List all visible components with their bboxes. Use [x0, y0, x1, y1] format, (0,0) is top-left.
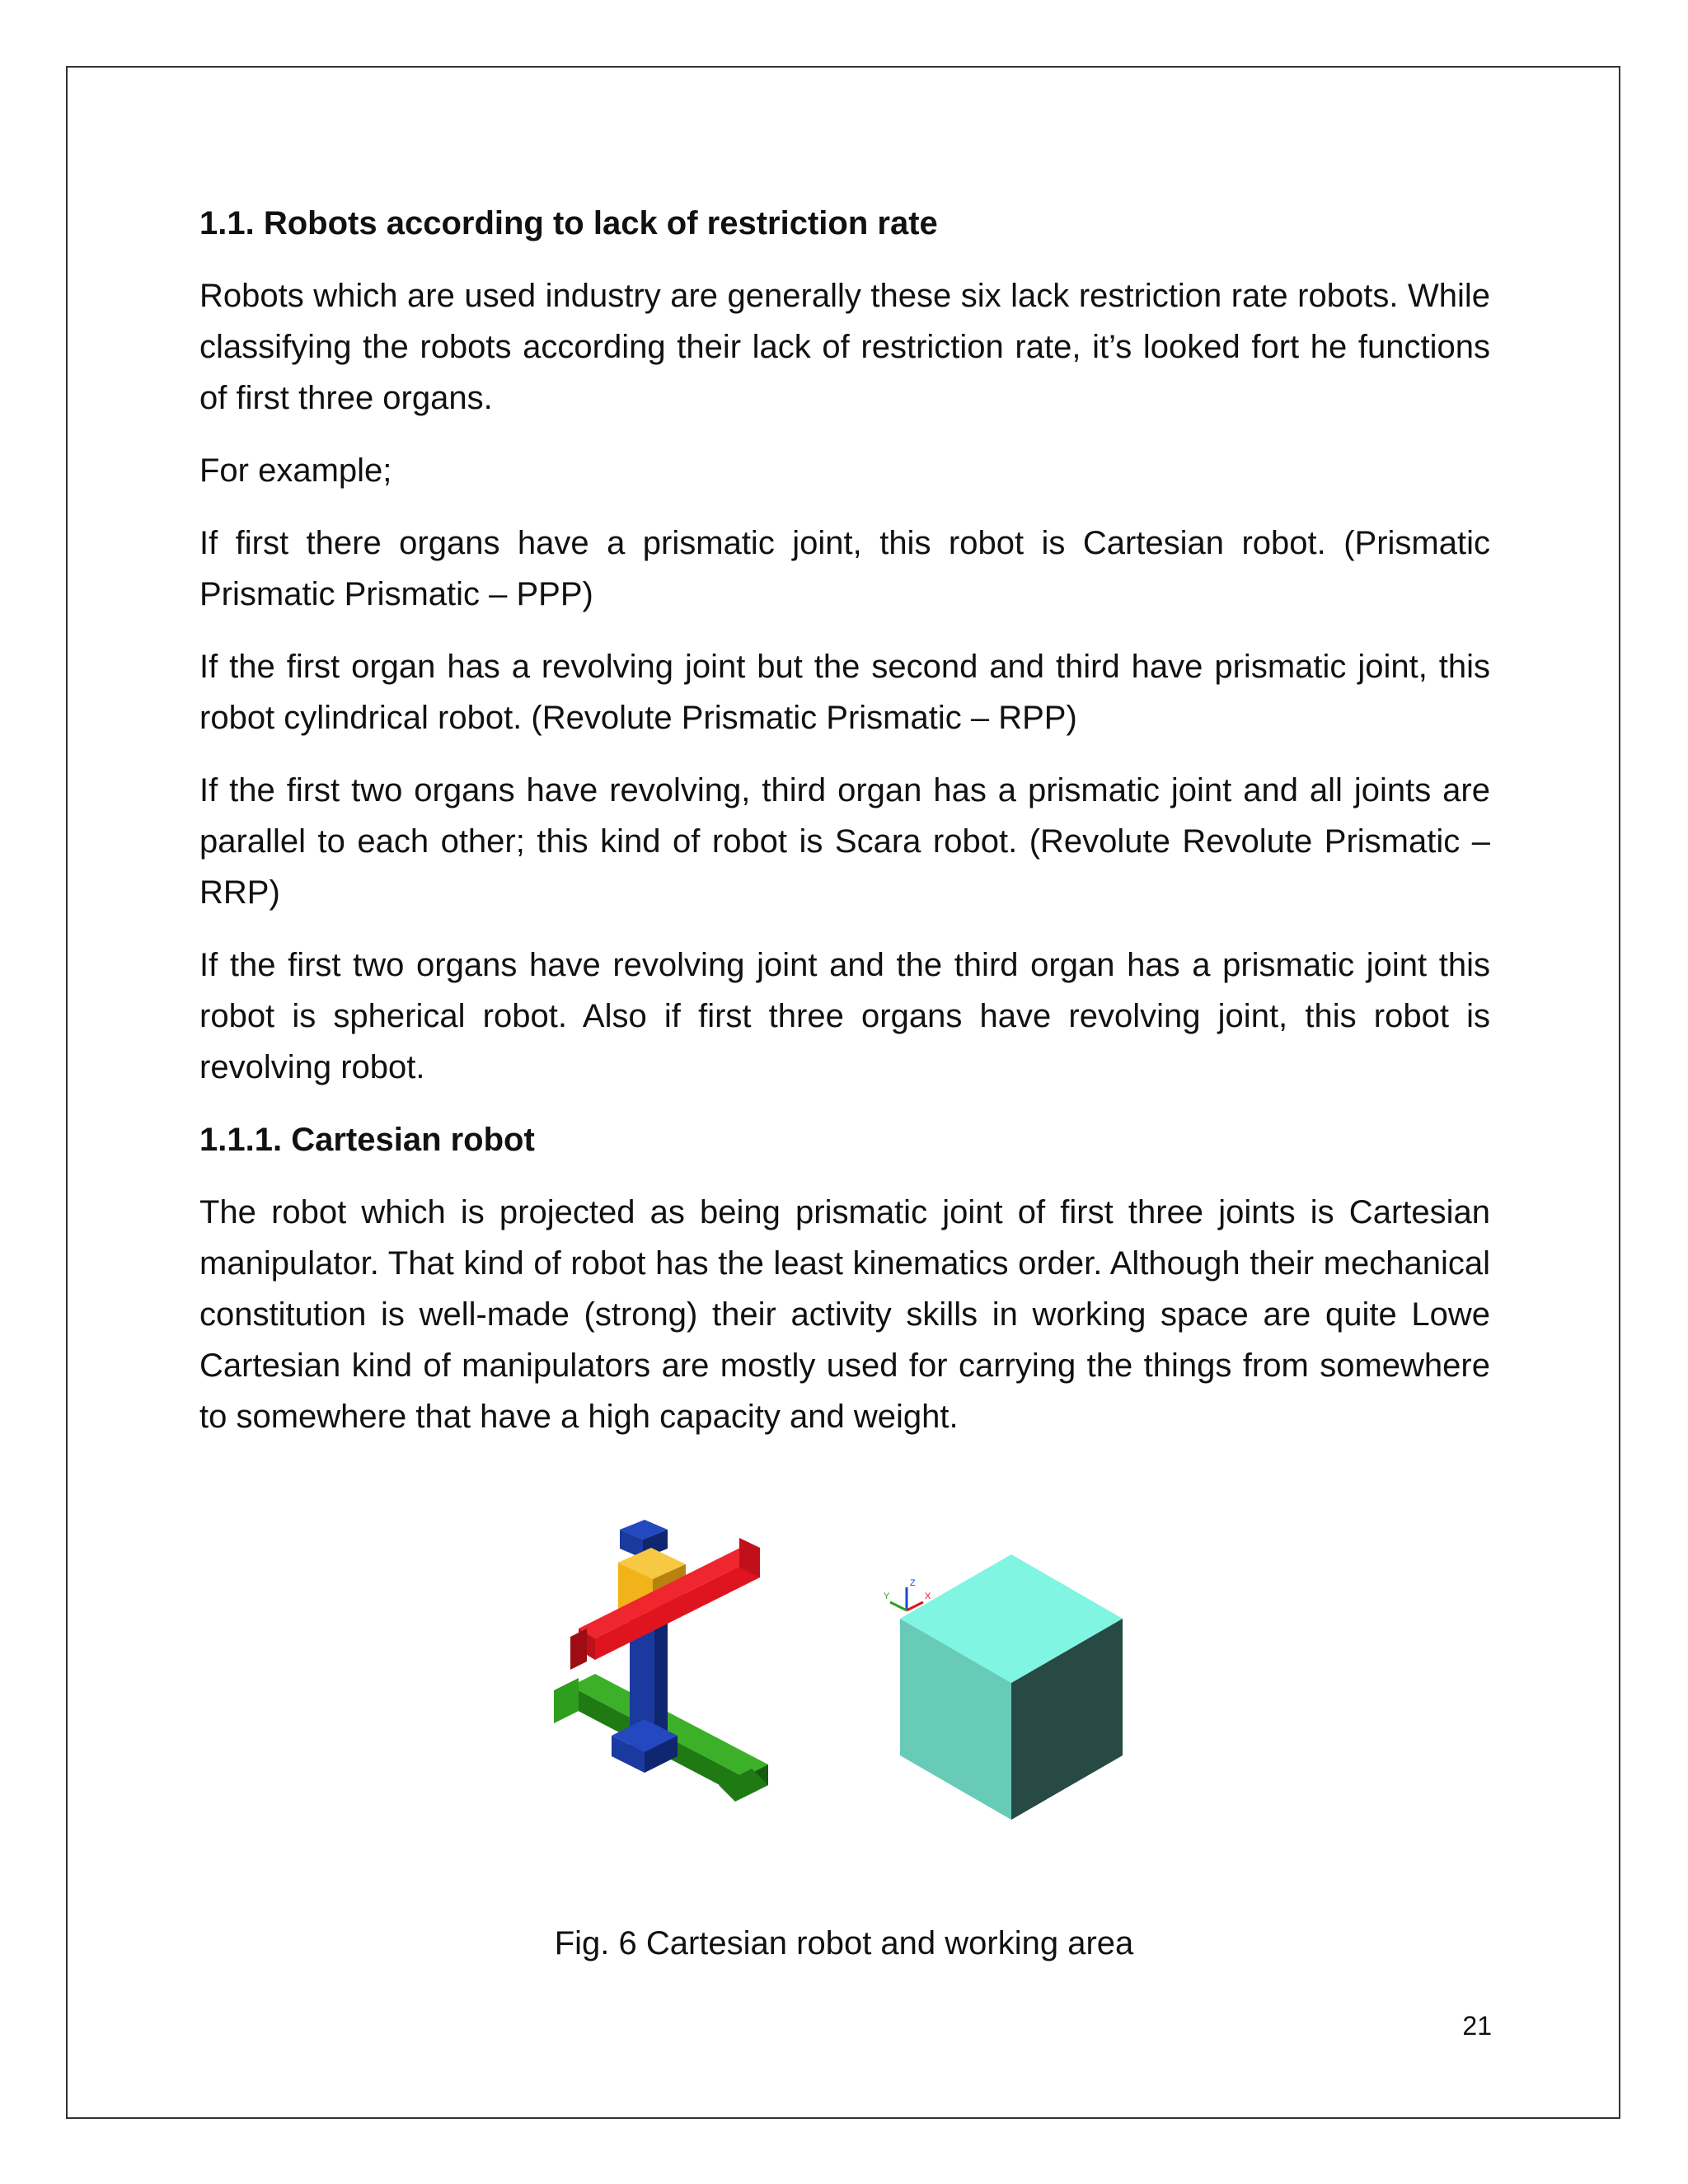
- page-number: 21: [1462, 2011, 1492, 2041]
- axis-y-label: Y: [884, 1591, 890, 1601]
- section-paragraph-4: If the first organ has a revolving joint but the second and third have prismatic joint, this robot cylindrical robot. (Revolute Prismatic Prismatic – RPP): [199, 649, 1490, 736]
- section-paragraph-1: Robots which are used industry are generally these six lack restriction rate robots. While classifying the robots according their lack of restriction rate, it’s looked fort he functions of first three organs.: [199, 278, 1490, 416]
- section-paragraph-3: If first there organs have a prismatic joint, this robot is Cartesian robot. (Prismatic Prismatic Prismatic – PPP): [199, 525, 1490, 612]
- subsection-paragraph: The robot which is projected as being prismatic joint of first three joints is Cartesian manipulator. That kind of robot has the least kinematics order. Although their mechanical constitution is well-made (strong) their activity skills in working space are quite Lowe Cartesian kind of manipulators are mostly used for carrying the things from somewhere to somewhere that have a high capacity and weight.: [199, 1194, 1490, 1435]
- section-paragraph-5: If the first two organs have revolving, third organ has a prismatic joint and all joints are parallel to each other; this kind of robot is Scara robot. (Revolute Revolute Prismatic – RRP): [199, 772, 1490, 911]
- section-heading: 1.1. Robots according to lack of restriction rate: [199, 205, 938, 241]
- axis-z-label: Z: [910, 1578, 916, 1588]
- section-paragraph-6: If the first two organs have revolving joint and the third organ has a prismatic joint this robot is spherical robot. Also if first three organs have revolving joint, this robot is revolving robot.: [199, 947, 1490, 1085]
- section-paragraph-2: For example;: [199, 452, 392, 489]
- page-content: [199, 198, 1490, 1442]
- axis-x-label: X: [925, 1591, 931, 1601]
- subsection-heading: 1.1.1. Cartesian robot: [199, 1122, 535, 1158]
- cartesian-robot-illustration: [554, 1520, 768, 1802]
- figure-caption: Fig. 6 Cartesian robot and working area: [554, 1925, 1134, 1961]
- cartesian-robot-figure: [554, 1513, 1137, 1826]
- working-area-cube: [900, 1554, 1123, 1820]
